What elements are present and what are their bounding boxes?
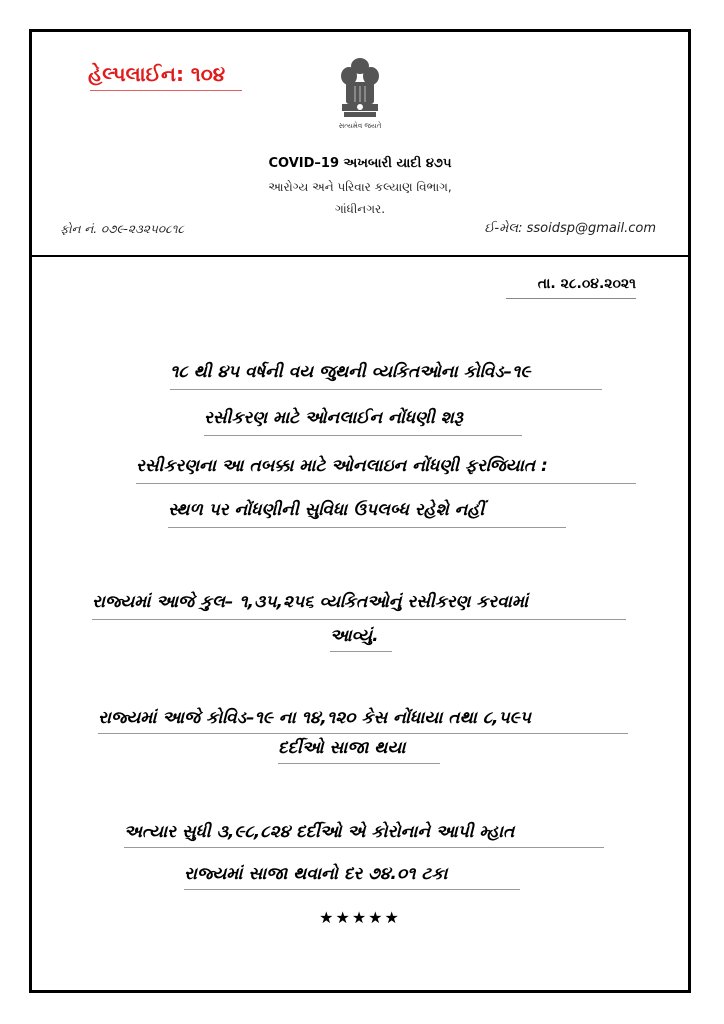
email-address[interactable]: ઈ-મેલ: ssoidsp@gmail.com: [484, 221, 656, 236]
cases-line-1: રાજ્યમાં આજે કોવિડ–૧૯ ના ૧૪,૧૨૦ કેસ નોંધાયા તથા ૮,૫૯૫: [98, 708, 531, 728]
vaccination-line-1: રાજ્યમાં આજે કુલ– ૧,૩૫,૨૫૬ વ્યકિતઓનું રસીકરણ કરવામાં: [92, 592, 528, 612]
vaccination-underline-1: [92, 619, 626, 620]
header-divider: [32, 255, 688, 257]
city-name: ગાંધીનગર.: [334, 202, 386, 216]
headline-underline-1: [170, 389, 602, 390]
recovery-underline-2: [184, 889, 520, 890]
headline-line-2: રસીકરણ માટે ઓનલાઈન નોંધણી શરૂ: [204, 408, 463, 428]
headline-line-3: રસીકરણના આ તબક્કા માટે ઓનલાઇન નોંધણી ફરજિયાત :: [136, 456, 548, 476]
cases-underline-2: [278, 763, 440, 764]
phone-number: ફોન નં. ૦૭૯-૨૩૨૫૦૮૧૮: [60, 222, 185, 236]
vaccination-underline-2: [330, 651, 392, 652]
release-date: તા. ૨૮.૦૪.૨૦૨૧: [537, 276, 636, 292]
vaccination-line-2: આવ્યું.: [330, 626, 379, 646]
cases-line-2: દર્દીઓ સાજા થયા: [278, 738, 406, 758]
cases-underline-1: [98, 733, 628, 734]
date-underline: [506, 298, 636, 299]
headline-underline-4: [168, 527, 566, 528]
department-name: આરોગ્ય અને પરિવાર કલ્યાણ વિભાગ,: [268, 180, 452, 194]
helpline-underline: [90, 90, 242, 91]
release-title: COVID–19 અખબારી યાદી ૪૭૫: [268, 156, 452, 171]
recovery-line-2: રાજ્યમાં સાજા થવાનો દર ૭૪.૦૧ ટકા: [184, 864, 448, 884]
headline-underline-3: [136, 483, 636, 484]
headline-line-1: ૧૮ થી ૪૫ વર્ષની વય જુથની વ્યકિતઓના કોવિડ–૧૯: [170, 362, 531, 382]
headline-line-4: સ્થળ પર નોંધણીની સુવિધા ઉપલબ્ધ રહેશે નહીં: [168, 500, 485, 520]
headline-underline-2: [204, 435, 522, 436]
emblem-motto: સત્યમેવ જયતે: [338, 122, 382, 130]
helpline-number: હેલ્પલાઈન: ૧૦૪: [88, 62, 226, 86]
press-release-frame: [29, 29, 691, 993]
closing-stars: ★★★★★: [319, 908, 401, 927]
recovery-underline-1: [124, 847, 604, 848]
recovery-line-1: અત્યાર સુધી ૩,૯૮,૮૨૪ દર્દીઓ એ કોરોનાને આપી મ્હાત: [124, 822, 515, 842]
